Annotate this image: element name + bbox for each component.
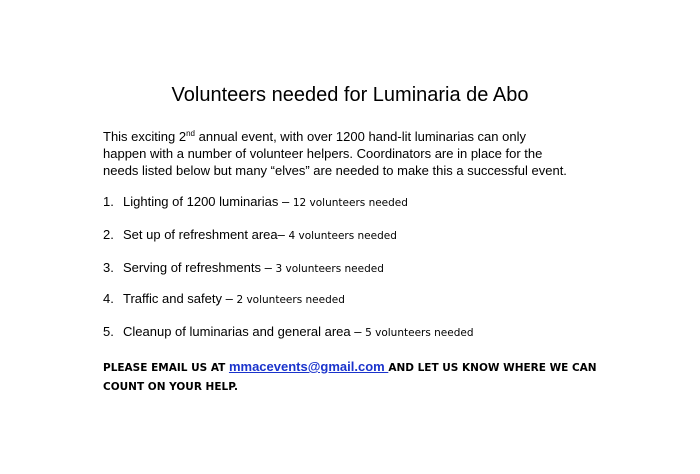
list-item-need: 4 volunteers needed xyxy=(288,230,397,242)
list-item-need: 5 volunteers needed xyxy=(365,327,474,339)
list-item-task: Set up of refreshment area– xyxy=(123,227,289,242)
list-item-need: 3 volunteers needed xyxy=(275,263,384,275)
footer-prefix: PLEASE EMAIL US AT xyxy=(103,362,229,374)
list-item-number: 2. xyxy=(103,227,114,242)
list-item-need: 12 volunteers needed xyxy=(292,197,408,209)
footer-line-1 xyxy=(103,357,623,378)
intro-line-1-end: annual event, with over 1200 hand-lit luminarias can only xyxy=(195,129,526,144)
list-item-number: 4. xyxy=(103,291,114,306)
list-item-number: 1. xyxy=(103,194,114,209)
contact-footer xyxy=(103,357,623,397)
intro-line-1 xyxy=(103,128,603,145)
intro-line-3: needs listed below but many “elves” are needed to make this a successful event. xyxy=(103,163,567,178)
footer-suffix: AND LET US KNOW WHERE WE CAN xyxy=(388,362,597,374)
list-item-number: 5. xyxy=(103,324,114,339)
list-item xyxy=(103,290,345,309)
list-item xyxy=(103,323,474,342)
footer-line-2: COUNT ON YOUR HELP. xyxy=(103,381,238,393)
list-item-task: Traffic and safety – xyxy=(123,291,237,306)
list-item-need: 2 volunteers needed xyxy=(236,294,345,306)
list-item-task: Lighting of 1200 luminarias – xyxy=(123,194,293,209)
list-item xyxy=(103,226,397,245)
list-item-task: Serving of refreshments – xyxy=(123,260,276,275)
ordinal-superscript: nd xyxy=(186,129,195,138)
list-item xyxy=(103,193,408,212)
intro-line-2: happen with a number of volunteer helpers. Coordinators are in place for the xyxy=(103,146,543,161)
intro-line-1-start: This exciting 2 xyxy=(103,129,187,144)
page-title: Volunteers needed for Luminaria de Abo xyxy=(171,84,529,106)
email-link[interactable]: mmacevents@gmail.com xyxy=(228,359,389,374)
list-item-task: Cleanup of luminarias and general area – xyxy=(123,324,366,339)
list-item-number: 3. xyxy=(103,260,114,275)
intro-paragraph xyxy=(103,128,603,179)
list-item xyxy=(103,259,384,278)
